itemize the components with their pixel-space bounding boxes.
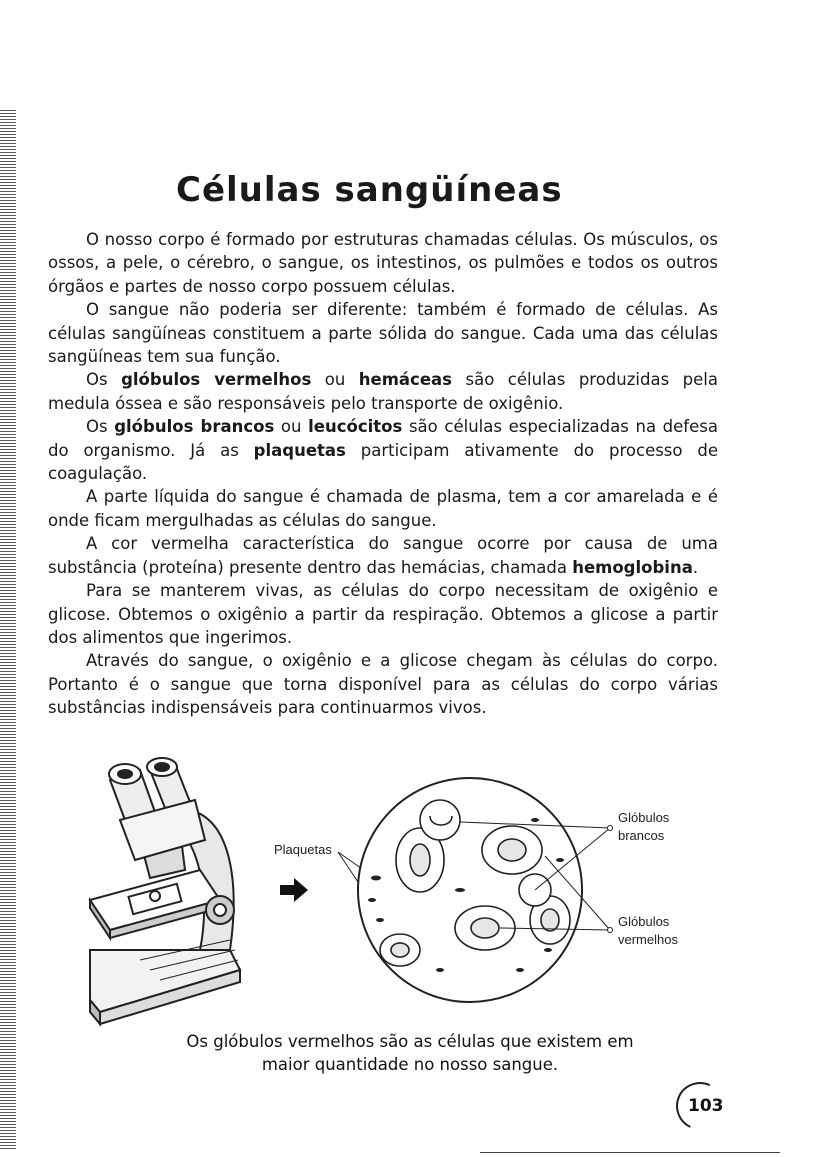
paragraph-7: Para se manterem vivas, as células do corpo necessitam de oxigênio e glicose. Obtemos o oxigênio a partir da respiração. Obtemos a glicose a partir dos alimentos que ingerimos. [48,581,718,647]
paragraph-5: A parte líquida do sangue é chamada de plasma, tem a cor amarelada e é onde ficam mergulhadas as células do sangue. [48,487,718,530]
paragraph-4: Os glóbulos brancos ou leucócitos são células especializadas na defesa do organismo. Já as plaquetas participam ativamente do processo de coagulação. [48,417,718,484]
bold-term: hemáceas [358,370,452,390]
paragraph-8: Através do sangue, o oxigênio e a glicose chegam às células do corpo. Portanto é o sangue que torna disponível para as células do corpo várias substâncias indispensáveis para continuarmos vivos. [48,651,718,718]
label-platelets: Plaquetas [274,842,332,857]
label-red-cells-2: vermelhos [618,932,678,947]
bold-term: glóbulos vermelhos [121,370,312,390]
paragraph-6: A cor vermelha característica do sangue ocorre por causa de uma substância (proteína) presente dentro das hemácias, chamada hemoglobina. [48,534,718,577]
paragraph-1: O nosso corpo é formado por estruturas chamadas células. Os músculos, os ossos, a pele, o cérebro, o sangue, os intestinos, os pulmões e todos os outros órgãos e partes de nosso corpo possuem células. [48,230,718,296]
page-number-badge [676,1082,728,1126]
label-white-cells-2: brancos [618,828,665,843]
scan-edge-artifact [0,110,16,1150]
caption-line-2: maior quantidade no nosso sangue. [261,1055,559,1074]
bold-term: hemoglobina [572,557,693,577]
page-number: 103 [688,1096,724,1116]
microscope-figure [80,750,740,1030]
arrow-right-icon [280,878,308,902]
bold-term: leucócitos [308,417,403,437]
caption-line-1: Os glóbulos vermelhos são as células que existem em [186,1032,634,1051]
page-title: Células sangüíneas [176,170,563,210]
body-text [48,228,718,720]
bold-term: plaquetas [253,440,346,460]
bottom-rule [480,1152,780,1153]
paragraph-2: O sangue não poderia ser diferente: também é formado de células. As células sangüíneas constituem a parte sólida do sangue. Cada uma das células sangüíneas tem sua função. [48,300,718,367]
label-red-cells-1: Glóbulos [618,914,670,929]
blood-sample-circle [358,778,582,1002]
paragraph-3: Os glóbulos vermelhos ou hemáceas são células produzidas pela medula óssea e são responsáveis pelo transporte de oxigênio. [48,370,718,413]
figure-caption [100,1030,720,1076]
microscope-icon [90,758,240,1024]
label-white-cells-1: Glóbulos [618,810,670,825]
microscope-illustration [80,750,740,1030]
bold-term: glóbulos brancos [114,417,275,437]
